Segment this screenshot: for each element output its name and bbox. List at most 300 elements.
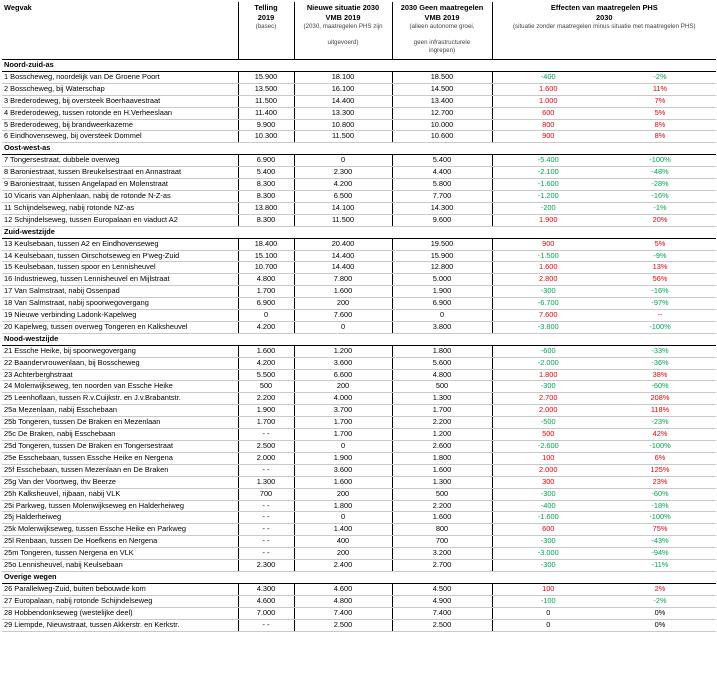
nieuwe-situatie-cell: 4.000 xyxy=(294,393,392,405)
telling-cell: - - xyxy=(238,524,294,536)
effect-percent-cell: -2% xyxy=(604,595,716,607)
telling-cell: - - xyxy=(238,548,294,560)
road-segment-cell: 2 Bosscheweg, bij Waterschap xyxy=(2,83,238,95)
section-header xyxy=(2,333,716,345)
nieuwe-situatie-cell: 1.600 xyxy=(294,476,392,488)
telling-cell: 5.500 xyxy=(238,369,294,381)
table-body xyxy=(2,60,716,632)
effect-cell: 0 xyxy=(492,619,604,631)
road-segment-cell: 25g Van der Voortweg, thv Beerze xyxy=(2,476,238,488)
table-row xyxy=(2,488,716,500)
table-row xyxy=(2,286,716,298)
effect-percent-cell: 118% xyxy=(604,405,716,417)
telling-cell: - - xyxy=(238,464,294,476)
effect-cell: 1.800 xyxy=(492,369,604,381)
road-segment-cell: 4 Brederodeweg, tussen rotonde en H.Verheeslaan xyxy=(2,107,238,119)
effect-percent-cell: -94% xyxy=(604,548,716,560)
geen-maatregelen-cell: 2.700 xyxy=(392,560,492,572)
nieuwe-situatie-cell: 3.600 xyxy=(294,464,392,476)
geen-maatregelen-cell: 1.700 xyxy=(392,405,492,417)
road-segment-cell: 25c De Braken, nabij Esschebaan xyxy=(2,429,238,441)
road-segment-cell: 25h Kalksheuvel, rijbaan, nabij VLK xyxy=(2,488,238,500)
telling-cell: 11.500 xyxy=(238,95,294,107)
geen-maatregelen-cell: 2.600 xyxy=(392,441,492,453)
nieuwe-situatie-cell: 4.600 xyxy=(294,583,392,595)
effect-cell: -2.000 xyxy=(492,357,604,369)
geen-maatregelen-cell: 7.400 xyxy=(392,607,492,619)
effect-percent-cell: -1% xyxy=(604,202,716,214)
section-header xyxy=(2,60,716,72)
effect-cell: -500 xyxy=(492,417,604,429)
effect-cell: 7.600 xyxy=(492,310,604,322)
effect-cell: 1.600 xyxy=(492,83,604,95)
geen-maatregelen-cell: 500 xyxy=(392,488,492,500)
header-geen-maatregelen: 2030 Geen maatregelen xyxy=(392,2,492,13)
nieuwe-situatie-cell: 7.800 xyxy=(294,274,392,286)
effect-cell: 2.000 xyxy=(492,405,604,417)
road-segment-cell: 9 Baroniestraat, tussen Angelapad en Molenstraat xyxy=(2,179,238,191)
effect-percent-cell: 11% xyxy=(604,83,716,95)
geen-maatregelen-cell: 5.400 xyxy=(392,155,492,167)
nieuwe-situatie-cell: 7.600 xyxy=(294,310,392,322)
effect-cell: 100 xyxy=(492,452,604,464)
table-row xyxy=(2,583,716,595)
road-segment-cell: 11 Schijndelseweg, nabij rotonde NZ-as xyxy=(2,202,238,214)
effect-percent-cell: -16% xyxy=(604,190,716,202)
effect-percent-cell: 8% xyxy=(604,119,716,131)
table-row xyxy=(2,548,716,560)
geen-maatregelen-cell: 14.500 xyxy=(392,83,492,95)
section-header xyxy=(2,143,716,155)
nieuwe-situatie-cell: 13.300 xyxy=(294,107,392,119)
effect-percent-cell: -60% xyxy=(604,488,716,500)
table-row xyxy=(2,607,716,619)
geen-maatregelen-cell: 4.400 xyxy=(392,167,492,179)
nieuwe-situatie-cell: 2.300 xyxy=(294,167,392,179)
road-segment-cell: 18 Van Salmstraat, nabij spoorwegovergang xyxy=(2,298,238,310)
header-nieuwe-situatie-vmb: VMB 2019 xyxy=(294,13,392,23)
effect-percent-cell: 125% xyxy=(604,464,716,476)
effect-percent-cell: 0% xyxy=(604,607,716,619)
table-row xyxy=(2,131,716,143)
effect-percent-cell: -48% xyxy=(604,167,716,179)
effect-cell: 1.600 xyxy=(492,262,604,274)
table-row xyxy=(2,536,716,548)
geen-maatregelen-cell: 800 xyxy=(392,524,492,536)
road-segment-cell: 25k Molenwijkseweg, tussen Essche Heike en Parkweg xyxy=(2,524,238,536)
effect-percent-cell: 20% xyxy=(604,214,716,226)
effect-percent-cell: 7% xyxy=(604,95,716,107)
effect-cell: 1.900 xyxy=(492,214,604,226)
telling-cell: 1.300 xyxy=(238,476,294,488)
telling-cell: 1.900 xyxy=(238,405,294,417)
road-segment-cell: 8 Baroniestraat, tussen Breukelsestraat en Annastraat xyxy=(2,167,238,179)
effect-cell: 2.800 xyxy=(492,274,604,286)
table-row xyxy=(2,345,716,357)
geen-maatregelen-cell: 15.900 xyxy=(392,250,492,262)
table-row xyxy=(2,83,716,95)
table-row xyxy=(2,250,716,262)
effect-cell: 600 xyxy=(492,524,604,536)
nieuwe-situatie-cell: 11.500 xyxy=(294,131,392,143)
effect-cell: -2.100 xyxy=(492,167,604,179)
effect-percent-cell: 2% xyxy=(604,583,716,595)
table-row xyxy=(2,357,716,369)
effect-cell: -400 xyxy=(492,500,604,512)
telling-cell: 15.900 xyxy=(238,71,294,83)
traffic-table xyxy=(2,2,716,632)
nieuwe-situatie-cell: 0 xyxy=(294,321,392,333)
geen-maatregelen-cell: 10.000 xyxy=(392,119,492,131)
telling-cell: 13.800 xyxy=(238,202,294,214)
telling-cell: 5.400 xyxy=(238,167,294,179)
effect-percent-cell: -11% xyxy=(604,560,716,572)
geen-maatregelen-cell: 1.900 xyxy=(392,286,492,298)
geen-maatregelen-cell: 0 xyxy=(392,310,492,322)
effect-percent-cell: -100% xyxy=(604,321,716,333)
nieuwe-situatie-cell: 1.400 xyxy=(294,524,392,536)
table-row xyxy=(2,298,716,310)
effect-cell: 600 xyxy=(492,107,604,119)
telling-cell: 700 xyxy=(238,488,294,500)
section-title: Noord-zuid-as xyxy=(2,60,238,72)
effect-cell: -600 xyxy=(492,345,604,357)
nieuwe-situatie-cell: 14.100 xyxy=(294,202,392,214)
telling-cell: 1.700 xyxy=(238,417,294,429)
effect-cell: 100 xyxy=(492,583,604,595)
effect-percent-cell: 56% xyxy=(604,274,716,286)
geen-maatregelen-cell: 6.900 xyxy=(392,298,492,310)
telling-cell: 15.100 xyxy=(238,250,294,262)
effect-cell: -200 xyxy=(492,202,604,214)
table-row xyxy=(2,560,716,572)
geen-maatregelen-cell: 5.800 xyxy=(392,179,492,191)
effect-percent-cell: -- xyxy=(604,310,716,322)
section-header xyxy=(2,226,716,238)
table-row xyxy=(2,95,716,107)
nieuwe-situatie-cell: 200 xyxy=(294,381,392,393)
nieuwe-situatie-cell: 4.800 xyxy=(294,595,392,607)
table-row xyxy=(2,107,716,119)
geen-maatregelen-cell: 10.600 xyxy=(392,131,492,143)
note-telling: (basec) xyxy=(238,23,294,39)
nieuwe-situatie-cell: 3.600 xyxy=(294,357,392,369)
effect-cell: 900 xyxy=(492,238,604,250)
telling-cell: 13.500 xyxy=(238,83,294,95)
effect-cell: -300 xyxy=(492,286,604,298)
effect-percent-cell: -33% xyxy=(604,345,716,357)
geen-maatregelen-cell: 1.800 xyxy=(392,345,492,357)
table-row xyxy=(2,119,716,131)
table-row xyxy=(2,441,716,453)
nieuwe-situatie-cell: 400 xyxy=(294,536,392,548)
header-geen-maatregelen-vmb: VMB 2019 xyxy=(392,13,492,23)
effect-percent-cell: -97% xyxy=(604,298,716,310)
header-nieuwe-situatie: Nieuwe situatie 2030 xyxy=(294,2,392,13)
effect-percent-cell: 208% xyxy=(604,393,716,405)
telling-cell: 500 xyxy=(238,381,294,393)
geen-maatregelen-cell: 4.800 xyxy=(392,369,492,381)
header-wegvak: Wegvak xyxy=(4,3,32,12)
table-row xyxy=(2,452,716,464)
table-row xyxy=(2,595,716,607)
nieuwe-situatie-cell: 10.800 xyxy=(294,119,392,131)
nieuwe-situatie-cell: 6.500 xyxy=(294,190,392,202)
effect-percent-cell: 42% xyxy=(604,429,716,441)
effect-percent-cell: -36% xyxy=(604,357,716,369)
effect-percent-cell: 5% xyxy=(604,238,716,250)
header-telling: Telling xyxy=(238,2,294,13)
effect-cell: -300 xyxy=(492,381,604,393)
table-row xyxy=(2,464,716,476)
effect-percent-cell: -28% xyxy=(604,179,716,191)
geen-maatregelen-cell: 2.200 xyxy=(392,417,492,429)
geen-maatregelen-cell: 9.600 xyxy=(392,214,492,226)
effect-percent-cell: 13% xyxy=(604,262,716,274)
telling-cell: - - xyxy=(238,536,294,548)
table-row xyxy=(2,393,716,405)
nieuwe-situatie-cell: 1.700 xyxy=(294,417,392,429)
header-effecten: Effecten van maatregelen PHS xyxy=(492,2,716,13)
road-segment-cell: 13 Keulsebaan, tussen A2 en Eindhovenseweg xyxy=(2,238,238,250)
effect-cell: -6.700 xyxy=(492,298,604,310)
effect-cell: -400 xyxy=(492,71,604,83)
road-segment-cell: 20 Kapelweg, tussen overweg Tongeren en Kalksheuvel xyxy=(2,321,238,333)
effect-cell: 1.000 xyxy=(492,95,604,107)
telling-cell: 0 xyxy=(238,310,294,322)
nieuwe-situatie-cell: 200 xyxy=(294,488,392,500)
telling-cell: 6.900 xyxy=(238,298,294,310)
effect-cell: 900 xyxy=(492,131,604,143)
nieuwe-situatie-cell: 18.100 xyxy=(294,71,392,83)
effect-percent-cell: -100% xyxy=(604,441,716,453)
nieuwe-situatie-cell: 7.400 xyxy=(294,607,392,619)
nieuwe-situatie-cell: 14.400 xyxy=(294,250,392,262)
note-geen-maatregelen-2: geen infrastructurele xyxy=(392,39,492,47)
nieuwe-situatie-cell: 1.200 xyxy=(294,345,392,357)
nieuwe-situatie-cell: 200 xyxy=(294,298,392,310)
geen-maatregelen-cell: 700 xyxy=(392,536,492,548)
road-segment-cell: 25f Esschebaan, tussen Mezenlaan en De Braken xyxy=(2,464,238,476)
table-row xyxy=(2,429,716,441)
table-row xyxy=(2,274,716,286)
telling-cell: 2.500 xyxy=(238,441,294,453)
effect-cell: -2.600 xyxy=(492,441,604,453)
geen-maatregelen-cell: 14.300 xyxy=(392,202,492,214)
road-segment-cell: 6 Eindhovenseweg, bij oversteek Dommel xyxy=(2,131,238,143)
geen-maatregelen-cell: 3.800 xyxy=(392,321,492,333)
telling-cell: - - xyxy=(238,429,294,441)
section-header xyxy=(2,571,716,583)
geen-maatregelen-cell: 7.700 xyxy=(392,190,492,202)
road-segment-cell: 14 Keulsebaan, tussen Oirschotseweg en P'weg-Zuid xyxy=(2,250,238,262)
nieuwe-situatie-cell: 0 xyxy=(294,512,392,524)
road-segment-cell: 3 Brederodeweg, bij oversteek Boerhaavestraat xyxy=(2,95,238,107)
effect-percent-cell: 6% xyxy=(604,452,716,464)
telling-cell: 4.300 xyxy=(238,583,294,595)
note-nieuwe-situatie-2: uitgevoerd) xyxy=(294,39,392,47)
road-segment-cell: 16 Industrieweg, tussen Lennisheuvel en Mijlstraat xyxy=(2,274,238,286)
geen-maatregelen-cell: 12.700 xyxy=(392,107,492,119)
road-segment-cell: 25m Tongeren, tussen Nergena en VLK xyxy=(2,548,238,560)
effect-percent-cell: -100% xyxy=(604,512,716,524)
telling-cell: 4.200 xyxy=(238,321,294,333)
road-segment-cell: 21 Essche Heike, bij spoorwegovergang xyxy=(2,345,238,357)
telling-cell: 2.000 xyxy=(238,452,294,464)
nieuwe-situatie-cell: 16.100 xyxy=(294,83,392,95)
section-title: Overige wegen xyxy=(2,571,238,583)
effect-percent-cell: -100% xyxy=(604,155,716,167)
telling-cell: 2.200 xyxy=(238,393,294,405)
effect-percent-cell: 75% xyxy=(604,524,716,536)
effect-cell: 800 xyxy=(492,119,604,131)
nieuwe-situatie-cell: 0 xyxy=(294,441,392,453)
geen-maatregelen-cell: 1.300 xyxy=(392,476,492,488)
effect-percent-cell: 5% xyxy=(604,107,716,119)
geen-maatregelen-cell: 4.500 xyxy=(392,583,492,595)
geen-maatregelen-cell: 1.800 xyxy=(392,452,492,464)
nieuwe-situatie-cell: 2.500 xyxy=(294,619,392,631)
effect-cell: -5.400 xyxy=(492,155,604,167)
road-segment-cell: 28 Hobbendonkseweg (westelijke deel) xyxy=(2,607,238,619)
effect-cell: 0 xyxy=(492,607,604,619)
table-row xyxy=(2,619,716,631)
effect-cell: -3.800 xyxy=(492,321,604,333)
road-segment-cell: 19 Nieuwe verbinding Ladonk-Kapelweg xyxy=(2,310,238,322)
road-segment-cell: 29 Liempde, Nieuwstraat, tussen Akkerstr. en Kerkstr. xyxy=(2,619,238,631)
section-title: Zuid-westzijde xyxy=(2,226,238,238)
telling-cell: 11.400 xyxy=(238,107,294,119)
note-geen-maatregelen-1: (alleen autonome groei, xyxy=(392,23,492,39)
telling-cell: 1.700 xyxy=(238,286,294,298)
nieuwe-situatie-cell: 200 xyxy=(294,548,392,560)
road-segment-cell: 17 Van Salmstraat, nabij Ossenpad xyxy=(2,286,238,298)
nieuwe-situatie-cell: 11.500 xyxy=(294,214,392,226)
telling-cell: 8.300 xyxy=(238,214,294,226)
effect-cell: -1.600 xyxy=(492,512,604,524)
effect-cell: -300 xyxy=(492,536,604,548)
table-row xyxy=(2,190,716,202)
nieuwe-situatie-cell: 1.700 xyxy=(294,429,392,441)
effect-percent-cell: -18% xyxy=(604,500,716,512)
effect-cell: 500 xyxy=(492,429,604,441)
nieuwe-situatie-cell: 14.400 xyxy=(294,95,392,107)
effect-cell: 2.700 xyxy=(492,393,604,405)
road-segment-cell: 12 Schijndelseweg, tussen Europalaan en viaduct A2 xyxy=(2,214,238,226)
section-title: Nood-westzijde xyxy=(2,333,238,345)
effect-cell: 2.000 xyxy=(492,464,604,476)
geen-maatregelen-cell: 1.300 xyxy=(392,393,492,405)
nieuwe-situatie-cell: 14.400 xyxy=(294,262,392,274)
effect-cell: -1.200 xyxy=(492,190,604,202)
road-segment-cell: 25o Lennisheuvel, nabij Keulsebaan xyxy=(2,560,238,572)
note-geen-maatregelen-3: ingrepen) xyxy=(392,47,492,55)
telling-cell: 4.800 xyxy=(238,274,294,286)
road-segment-cell: 25a Mezenlaan, nabij Esschebaan xyxy=(2,405,238,417)
telling-cell: 6.900 xyxy=(238,155,294,167)
section-title: Oost-west-as xyxy=(2,143,238,155)
effect-cell: -1.600 xyxy=(492,179,604,191)
table-row xyxy=(2,405,716,417)
table-row xyxy=(2,310,716,322)
road-segment-cell: 25i Parkweg, tussen Molenwijkseweg en Halderheiweg xyxy=(2,500,238,512)
table-row xyxy=(2,71,716,83)
geen-maatregelen-cell: 1.600 xyxy=(392,512,492,524)
geen-maatregelen-cell: 2.500 xyxy=(392,619,492,631)
telling-cell: 8.300 xyxy=(238,190,294,202)
telling-cell: 1.600 xyxy=(238,345,294,357)
nieuwe-situatie-cell: 2.400 xyxy=(294,560,392,572)
table-row xyxy=(2,476,716,488)
telling-cell: 2.300 xyxy=(238,560,294,572)
telling-cell: 7.000 xyxy=(238,607,294,619)
table-row xyxy=(2,202,716,214)
road-segment-cell: 25j Halderheiweg xyxy=(2,512,238,524)
table-row xyxy=(2,381,716,393)
effect-cell: 300 xyxy=(492,476,604,488)
road-segment-cell: 7 Tongersestraat, dubbele overweg xyxy=(2,155,238,167)
road-segment-cell: 25e Esschebaan, tussen Essche Heike en Nergena xyxy=(2,452,238,464)
effect-percent-cell: -9% xyxy=(604,250,716,262)
table-row xyxy=(2,417,716,429)
table-row xyxy=(2,155,716,167)
effect-percent-cell: -60% xyxy=(604,381,716,393)
geen-maatregelen-cell: 1.600 xyxy=(392,464,492,476)
table-row xyxy=(2,214,716,226)
telling-cell: - - xyxy=(238,512,294,524)
table-row xyxy=(2,321,716,333)
road-segment-cell: 23 Achterberghstraat xyxy=(2,369,238,381)
table-row xyxy=(2,238,716,250)
effect-cell: -300 xyxy=(492,488,604,500)
nieuwe-situatie-cell: 6.600 xyxy=(294,369,392,381)
table-row xyxy=(2,179,716,191)
geen-maatregelen-cell: 1.200 xyxy=(392,429,492,441)
note-nieuwe-situatie-1: (2030, maatregelen PHS zijn xyxy=(294,23,392,39)
effect-percent-cell: 8% xyxy=(604,131,716,143)
telling-cell: - - xyxy=(238,619,294,631)
road-segment-cell: 5 Brederodeweg, bij brandweerkazerne xyxy=(2,119,238,131)
road-segment-cell: 25l Renbaan, tussen De Hoefkens en Nergena xyxy=(2,536,238,548)
effect-percent-cell: -43% xyxy=(604,536,716,548)
geen-maatregelen-cell: 4.900 xyxy=(392,595,492,607)
header-effecten-year: 2030 xyxy=(492,13,716,23)
road-segment-cell: 24 Molenwijkseweg, ten noorden van Essche Heike xyxy=(2,381,238,393)
nieuwe-situatie-cell: 1.600 xyxy=(294,286,392,298)
telling-cell: 10.300 xyxy=(238,131,294,143)
road-segment-cell: 22 Baandervrouwenlaan, bij Bosscheweg xyxy=(2,357,238,369)
telling-cell: 4.200 xyxy=(238,357,294,369)
table-row xyxy=(2,262,716,274)
effect-percent-cell: 38% xyxy=(604,369,716,381)
road-segment-cell: 25d Tongeren, tussen De Braken en Tongersestraat xyxy=(2,441,238,453)
road-segment-cell: 1 Bosscheweg, noordelijk van De Groene Poort xyxy=(2,71,238,83)
table-row xyxy=(2,369,716,381)
effect-cell: -100 xyxy=(492,595,604,607)
header-telling-year: 2019 xyxy=(238,13,294,23)
table-row xyxy=(2,524,716,536)
geen-maatregelen-cell: 5.000 xyxy=(392,274,492,286)
telling-cell: 8.300 xyxy=(238,179,294,191)
effect-percent-cell: -2% xyxy=(604,71,716,83)
telling-cell: 18.400 xyxy=(238,238,294,250)
effect-percent-cell: 23% xyxy=(604,476,716,488)
effect-percent-cell: -23% xyxy=(604,417,716,429)
road-segment-cell: 25b Tongeren, tussen De Braken en Mezenlaan xyxy=(2,417,238,429)
road-segment-cell: 10 Vicaris van Alphenlaan, nabij de rotonde N-Z-as xyxy=(2,190,238,202)
geen-maatregelen-cell: 12.800 xyxy=(392,262,492,274)
nieuwe-situatie-cell: 1.900 xyxy=(294,452,392,464)
